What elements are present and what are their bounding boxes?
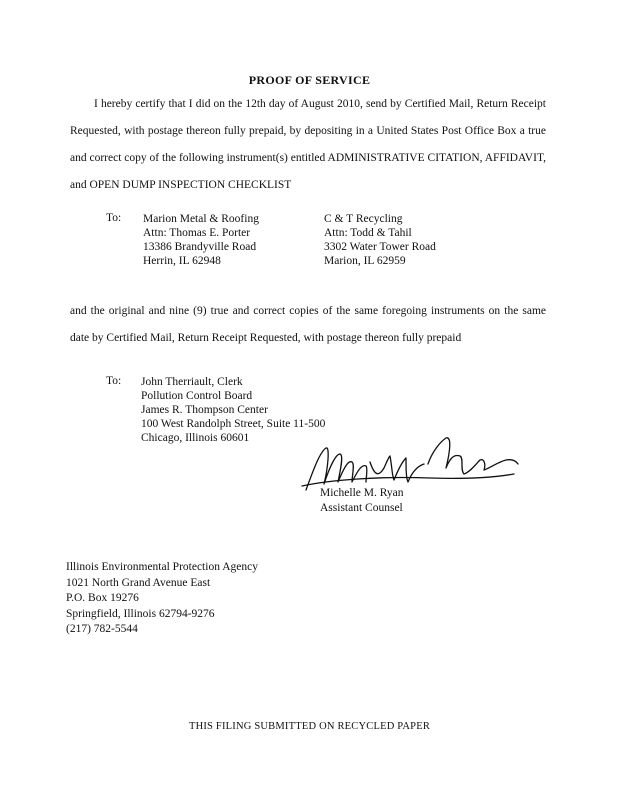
address-line: Chicago, Illinois 60601 bbox=[141, 432, 250, 444]
agency-line: 1021 North Grand Avenue East bbox=[66, 576, 211, 589]
address-line: Attn: Thomas E. Porter bbox=[143, 227, 251, 239]
signature-block bbox=[320, 486, 404, 516]
handwritten-signature bbox=[300, 428, 520, 494]
clerk-to-label: To: bbox=[106, 375, 122, 387]
agency-line: P.O. Box 19276 bbox=[66, 592, 139, 604]
address-line: James R. Thompson Center bbox=[141, 404, 268, 416]
agency-address bbox=[66, 560, 258, 638]
address-line: Pollution Control Board bbox=[141, 390, 253, 402]
address-line: Herrin, IL 62948 bbox=[143, 255, 221, 267]
recipients-to-label: To: bbox=[106, 212, 122, 224]
certification-text: I hereby certify that I did on the 12th day of August 2010, send by Certified Mail, Return Receipt Requested, with postage thereon fully prepaid, by depositing in a United States Post Office Box a true and correct copy of the following instrument(s) entitled ADMINISTRATIVE CITATION, AFFIDAVIT, and OPEN DUMP INSPECTION CHECKLIST bbox=[70, 98, 546, 191]
agency-line: (217) 782-5544 bbox=[66, 623, 138, 635]
address-line: C & T Recycling bbox=[324, 213, 403, 225]
signer-name: Michelle M. Ryan bbox=[320, 487, 404, 499]
clerk-address bbox=[141, 375, 325, 445]
page-title: PROOF OF SERVICE bbox=[248, 73, 371, 87]
agency-line: Springfield, Illinois 62794-9276 bbox=[66, 607, 215, 620]
recycled-paper-footer: THIS FILING SUBMITTED ON RECYCLED PAPER bbox=[188, 721, 431, 732]
address-line: John Therriault, Clerk bbox=[141, 376, 243, 388]
address-line: Marion Metal & Roofing bbox=[143, 213, 259, 225]
recipient-address-1 bbox=[143, 212, 259, 268]
address-line: 100 West Randolph Street, Suite 11-500 bbox=[141, 418, 326, 430]
address-line: Marion, IL 62959 bbox=[324, 255, 406, 267]
address-line: Attn: Todd & Tahil bbox=[324, 227, 412, 239]
recipient-address-2 bbox=[324, 212, 436, 268]
address-line: 3302 Water Tower Road bbox=[324, 241, 436, 253]
address-line: 13386 Brandyville Road bbox=[143, 241, 257, 253]
certification-paragraph bbox=[70, 91, 546, 199]
agency-line: Illinois Environmental Protection Agency bbox=[66, 561, 258, 573]
original-copies-paragraph: and the original and nine (9) true and correct copies of the same foregoing instruments on the same date by Certified Mail, Return Receipt Requested, with postage thereon fully prepaid bbox=[70, 305, 546, 344]
signer-title: Assistant Counsel bbox=[320, 502, 403, 514]
